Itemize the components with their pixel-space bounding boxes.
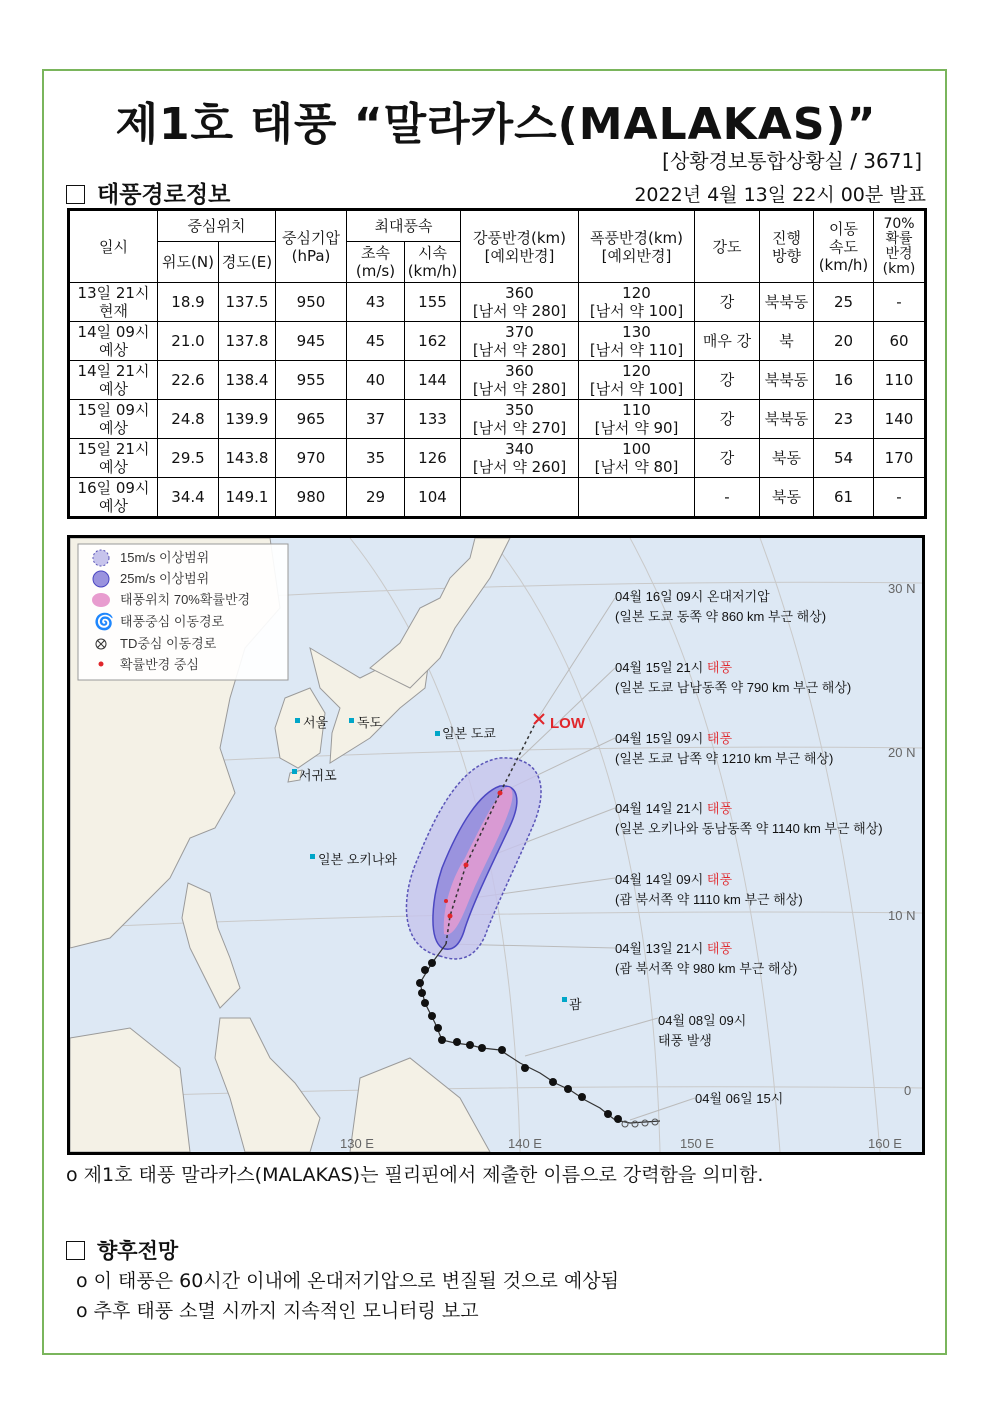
lat-label: 20 N bbox=[888, 745, 916, 760]
section-label: 태풍경로정보 bbox=[97, 182, 231, 208]
legend-item: 확률반경 중심 bbox=[120, 657, 199, 672]
cell-intensity: 강 bbox=[695, 283, 760, 322]
cell-storm-radius bbox=[461, 478, 579, 518]
cell-pressure: 970 bbox=[276, 439, 347, 478]
legend-item: TD중심 이동경로 bbox=[120, 636, 217, 651]
cell-intensity: 강 bbox=[695, 361, 760, 400]
cell-gale-radius: 120 [남서 약 100] bbox=[579, 283, 695, 322]
cell-lat: 24.8 bbox=[158, 400, 219, 439]
annotation-desc: (일본 도쿄 남남동쪽 약 790 km 부근 해상) bbox=[615, 680, 852, 695]
checkbox-icon bbox=[66, 1241, 85, 1260]
header-kmh: 시속 (km/h) bbox=[405, 242, 461, 283]
issued-time: 2022년 4월 13일 22시 00분 발표 bbox=[634, 184, 926, 206]
table-row bbox=[69, 322, 926, 361]
cell-prob-radius: - bbox=[874, 283, 926, 322]
legend-item: 25m/s 이상범위 bbox=[120, 571, 210, 586]
cell-direction: 북북동 bbox=[760, 283, 814, 322]
annotation-time: 04월 15일 21시 태풍 bbox=[615, 660, 733, 675]
cell-gale-radius: 110 [남서 약 90] bbox=[579, 400, 695, 439]
annotation-desc: (괌 북서쪽 약 980 km 부근 해상) bbox=[615, 961, 798, 976]
typhoon-symbol-icon: 🌀 bbox=[94, 612, 114, 631]
cell-speed: 61 bbox=[814, 478, 874, 518]
place-label: 독도 bbox=[357, 715, 383, 730]
place-label: 일본 오키나와 bbox=[318, 852, 397, 867]
place-label: 서귀포 bbox=[299, 768, 337, 783]
cell-pressure: 955 bbox=[276, 361, 347, 400]
cell-ms: 37 bbox=[347, 400, 405, 439]
cell-pressure: 945 bbox=[276, 322, 347, 361]
annotation-desc: (일본 도쿄 남쪽 약 1210 km 부근 해상) bbox=[615, 751, 834, 766]
cell-datetime: 15일 21시 예상 bbox=[69, 439, 158, 478]
header-ms: 초속 (m/s) bbox=[347, 242, 405, 283]
genesis-time: 04월 08일 09시 bbox=[658, 1013, 747, 1028]
cell-pressure: 950 bbox=[276, 283, 347, 322]
place-label: 괌 bbox=[569, 997, 582, 1012]
cell-speed: 25 bbox=[814, 283, 874, 322]
header-speed: 이동 속도 (km/h) bbox=[814, 210, 874, 283]
cell-storm-radius: 360 [남서 약 280] bbox=[461, 283, 579, 322]
low-label: LOW bbox=[550, 715, 585, 732]
table-row bbox=[69, 439, 926, 478]
header-storm-radius: 강풍반경(km) [예외반경] bbox=[461, 210, 579, 283]
cell-lat: 34.4 bbox=[158, 478, 219, 518]
cell-kmh: 144 bbox=[405, 361, 461, 400]
cell-intensity: - bbox=[695, 478, 760, 518]
cell-direction: 북동 bbox=[760, 439, 814, 478]
cell-prob-radius: - bbox=[874, 478, 926, 518]
cell-prob-radius: 110 bbox=[874, 361, 926, 400]
lat-label: 30 N bbox=[888, 581, 916, 596]
cell-gale-radius: 120 [남서 약 100] bbox=[579, 361, 695, 400]
outlook-item: o 이 태풍은 60시간 이내에 온대저기압으로 변질될 것으로 예상됨 bbox=[76, 1270, 619, 1292]
legend-item: 태풍위치 70%확률반경 bbox=[120, 592, 251, 607]
section-heading-track bbox=[66, 176, 230, 209]
cell-direction: 북동 bbox=[760, 478, 814, 518]
annotation-desc: (일본 도쿄 동쪽 약 860 km 부근 해상) bbox=[615, 609, 827, 624]
header-datetime: 일시 bbox=[69, 210, 158, 283]
cell-lon: 138.4 bbox=[219, 361, 276, 400]
legend-swatch-25ms bbox=[93, 571, 109, 587]
table-row bbox=[69, 478, 926, 518]
cell-storm-radius: 340 [남서 약 260] bbox=[461, 439, 579, 478]
track-table bbox=[67, 208, 927, 519]
lon-label: 140 E bbox=[508, 1136, 542, 1151]
header-prob-radius: 70% 확률 반경 (km) bbox=[874, 210, 926, 283]
cell-direction: 북 bbox=[760, 322, 814, 361]
header-intensity: 강도 bbox=[695, 210, 760, 283]
annotation-desc: (일본 오키나와 동남동쪽 약 1140 km 부근 해상) bbox=[615, 821, 883, 836]
cell-lat: 29.5 bbox=[158, 439, 219, 478]
track-map bbox=[67, 535, 925, 1155]
table-row bbox=[69, 283, 926, 322]
cell-lat: 21.0 bbox=[158, 322, 219, 361]
header-gale-radius: 폭풍반경(km) [예외반경] bbox=[579, 210, 695, 283]
cell-kmh: 155 bbox=[405, 283, 461, 322]
cell-kmh: 133 bbox=[405, 400, 461, 439]
annotation-time: 04월 14일 21시 태풍 bbox=[615, 801, 733, 816]
cell-speed: 23 bbox=[814, 400, 874, 439]
name-note: o 제1호 태풍 말라카스(MALAKAS)는 필리핀에서 제출한 이름으로 강력함을 의미함. bbox=[66, 1164, 764, 1186]
legend-swatch-prob bbox=[92, 593, 110, 607]
cell-prob-radius: 60 bbox=[874, 322, 926, 361]
cell-lat: 18.9 bbox=[158, 283, 219, 322]
cell-ms: 29 bbox=[347, 478, 405, 518]
cell-speed: 54 bbox=[814, 439, 874, 478]
cell-storm-radius: 350 [남서 약 270] bbox=[461, 400, 579, 439]
cell-ms: 35 bbox=[347, 439, 405, 478]
header-center: 중심위치 bbox=[158, 210, 276, 242]
cell-lon: 137.5 bbox=[219, 283, 276, 322]
header-lat: 위도(N) bbox=[158, 242, 219, 283]
cell-ms: 40 bbox=[347, 361, 405, 400]
header-pressure: 중심기압 (hPa) bbox=[276, 210, 347, 283]
cell-gale-radius bbox=[579, 478, 695, 518]
cell-speed: 20 bbox=[814, 322, 874, 361]
office-label: [상황경보통합상황실 / 3671] bbox=[662, 149, 922, 173]
cell-datetime: 16일 09시 예상 bbox=[69, 478, 158, 518]
annotation-time: 04월 13일 21시 태풍 bbox=[615, 941, 733, 956]
cell-pressure: 965 bbox=[276, 400, 347, 439]
place-label: 서울 bbox=[303, 715, 329, 730]
lon-label: 150 E bbox=[680, 1136, 714, 1151]
annotation-time: 04월 16일 09시 온대저기압 bbox=[615, 589, 770, 604]
cell-kmh: 126 bbox=[405, 439, 461, 478]
annotation-desc: (괌 북서쪽 약 1110 km 부근 해상) bbox=[615, 892, 803, 907]
cell-kmh: 162 bbox=[405, 322, 461, 361]
cell-ms: 43 bbox=[347, 283, 405, 322]
cell-speed: 16 bbox=[814, 361, 874, 400]
lon-label: 160 E bbox=[868, 1136, 902, 1151]
track-map-svg bbox=[70, 538, 922, 1152]
place-label: 일본 도쿄 bbox=[442, 726, 496, 741]
cell-lon: 139.9 bbox=[219, 400, 276, 439]
lat-label: 10 N bbox=[888, 908, 916, 923]
section-label: 향후전망 bbox=[97, 1239, 179, 1263]
header-direction: 진행 방향 bbox=[760, 210, 814, 283]
annotation-time: 04월 15일 09시 태풍 bbox=[615, 731, 733, 746]
cell-intensity: 강 bbox=[695, 400, 760, 439]
legend-item: 태풍중심 이동경로 bbox=[120, 614, 225, 629]
prob-center-icon bbox=[99, 662, 104, 667]
cell-lon: 143.8 bbox=[219, 439, 276, 478]
cell-datetime: 14일 21시 예상 bbox=[69, 361, 158, 400]
table-row bbox=[69, 361, 926, 400]
cell-datetime: 13일 21시 현재 bbox=[69, 283, 158, 322]
cell-gale-radius: 100 [남서 약 80] bbox=[579, 439, 695, 478]
section-heading-outlook bbox=[66, 1235, 178, 1265]
lon-label: 130 E bbox=[340, 1136, 374, 1151]
checkbox-icon bbox=[66, 185, 85, 204]
cell-lon: 149.1 bbox=[219, 478, 276, 518]
legend-item: 15m/s 이상범위 bbox=[120, 550, 210, 565]
outlook-item: o 추후 태풍 소멸 시까지 지속적인 모니터링 보고 bbox=[76, 1300, 479, 1322]
annotation-time: 04월 14일 09시 태풍 bbox=[615, 872, 733, 887]
header-lon: 경도(E) bbox=[219, 242, 276, 283]
cell-direction: 북북동 bbox=[760, 400, 814, 439]
cell-kmh: 104 bbox=[405, 478, 461, 518]
cell-pressure: 980 bbox=[276, 478, 347, 518]
cell-ms: 45 bbox=[347, 322, 405, 361]
cell-storm-radius: 360 [남서 약 280] bbox=[461, 361, 579, 400]
cell-lat: 22.6 bbox=[158, 361, 219, 400]
cell-datetime: 15일 09시 예상 bbox=[69, 400, 158, 439]
legend bbox=[78, 544, 288, 680]
cell-intensity: 매우 강 bbox=[695, 322, 760, 361]
genesis-label: 태풍 발생 bbox=[658, 1033, 712, 1048]
lat-label: 0 bbox=[904, 1083, 912, 1098]
cell-prob-radius: 140 bbox=[874, 400, 926, 439]
cell-intensity: 강 bbox=[695, 439, 760, 478]
cell-storm-radius: 370 [남서 약 280] bbox=[461, 322, 579, 361]
cell-gale-radius: 130 [남서 약 110] bbox=[579, 322, 695, 361]
start-time: 04월 06일 15시 bbox=[695, 1091, 784, 1106]
cell-direction: 북북동 bbox=[760, 361, 814, 400]
page-title: 제1호 태풍 “말라카스(MALAKAS)” bbox=[115, 99, 877, 150]
cell-lon: 137.8 bbox=[219, 322, 276, 361]
legend-swatch-15ms bbox=[93, 550, 109, 566]
table-row bbox=[69, 400, 926, 439]
header-maxwind: 최대풍속 bbox=[347, 210, 461, 242]
cell-datetime: 14일 09시 예상 bbox=[69, 322, 158, 361]
cell-prob-radius: 170 bbox=[874, 439, 926, 478]
